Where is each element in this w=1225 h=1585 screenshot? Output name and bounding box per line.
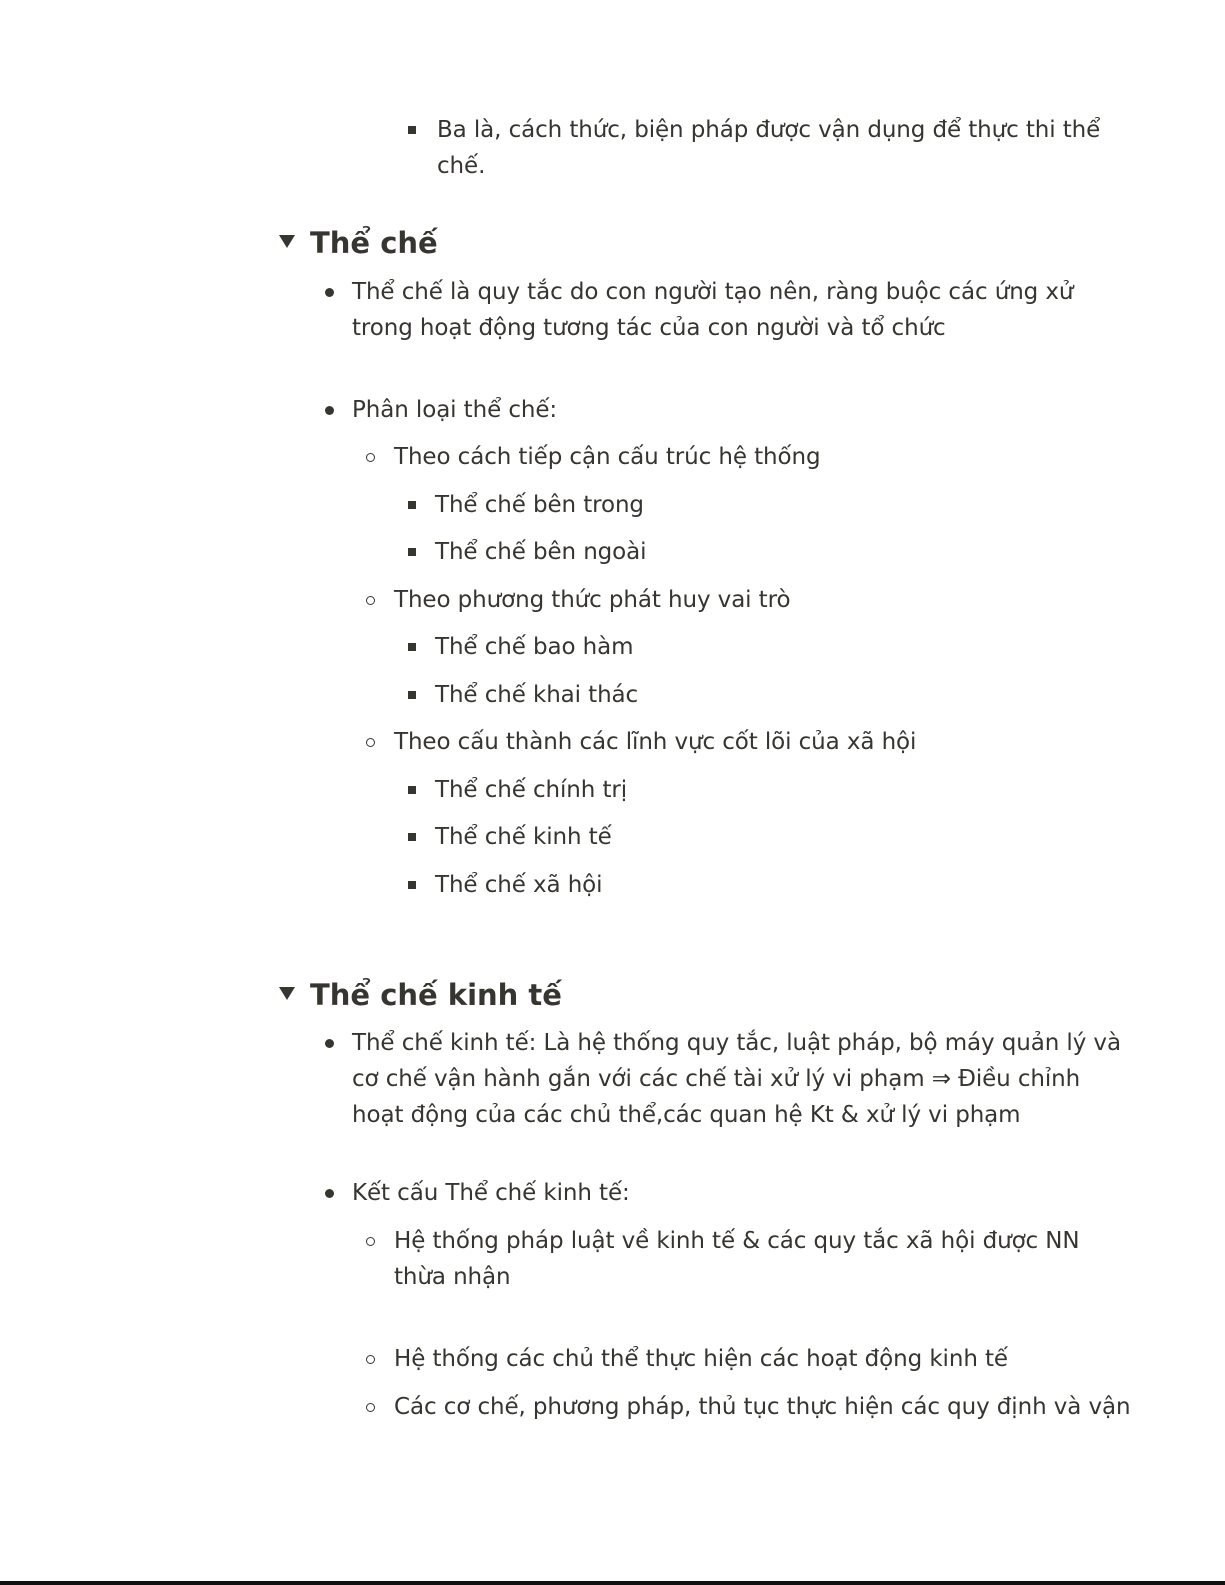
disc-bullet-icon [325,1189,334,1198]
square-bullet-icon [408,881,416,889]
list-item-text: Theo cách tiếp cận cấu trúc hệ thống [394,444,821,470]
list-item-text: hoạt động của các chủ thể,các quan hệ Kt & xử lý vi phạm [352,1102,1021,1128]
list-item-text: trong hoạt động tương tác của con người và tổ chức [352,315,946,341]
list-item-text: Thể chế kinh tế: Là hệ thống quy tắc, luật pháp, bộ máy quản lý và [352,1030,1121,1056]
circle-bullet-icon [366,1355,375,1364]
circle-bullet-icon [366,738,375,747]
list-item-text: chế. [437,153,486,179]
section-heading-the-che-kinh-te: Thể chế kinh tế [310,978,562,1012]
square-bullet-icon [408,691,416,699]
list-item-text: Thể chế xã hội [435,872,603,898]
toggle-triangle-icon[interactable] [279,235,295,248]
list-item-text: Theo phương thức phát huy vai trò [394,587,791,613]
toggle-triangle-icon[interactable] [279,987,295,1000]
list-item-text: Thể chế bao hàm [435,634,634,660]
disc-bullet-icon [325,288,334,297]
square-bullet-icon [408,786,416,794]
square-bullet-icon [408,643,416,651]
circle-bullet-icon [366,1237,375,1246]
list-item-text: Hệ thống các chủ thể thực hiện các hoạt động kinh tế [394,1346,1008,1372]
list-item-text: Thể chế kinh tế [435,824,612,850]
list-item-text: Phân loại thể chế: [352,397,558,423]
circle-bullet-icon [366,596,375,605]
square-bullet-icon [408,501,416,509]
page-bottom-border [0,1581,1225,1585]
list-item-text: Thể chế bên ngoài [435,539,647,565]
circle-bullet-icon [366,1403,375,1412]
list-item-text: Thể chế khai thác [435,682,639,708]
disc-bullet-icon [325,1039,334,1048]
square-bullet-icon [408,548,416,556]
list-item-text: Thể chế bên trong [435,492,644,518]
list-item-text: thừa nhận [394,1264,511,1290]
square-bullet-icon [408,833,416,841]
list-item-text: Thể chế là quy tắc do con người tạo nên, ràng buộc các ứng xử [352,279,1074,305]
section-heading-the-che: Thể chế [310,226,438,260]
list-item-text: cơ chế vận hành gắn với các chế tài xử lý vi phạm ⇒ Điều chỉnh [352,1066,1081,1092]
list-item-text: Kết cấu Thể chế kinh tế: [352,1180,630,1206]
disc-bullet-icon [325,406,334,415]
list-item-text: Thể chế chính trị [435,777,628,803]
list-item-text: Hệ thống pháp luật về kinh tế & các quy tắc xã hội được NN [394,1228,1080,1254]
list-item-text: Theo cấu thành các lĩnh vực cốt lõi của xã hội [394,729,917,755]
circle-bullet-icon [366,453,375,462]
list-item-text: Ba là, cách thức, biện pháp được vận dụng để thực thi thể [437,117,1101,143]
square-bullet-icon [408,126,416,134]
list-item-text: Các cơ chế, phương pháp, thủ tục thực hiện các quy định và vận [394,1394,1131,1420]
